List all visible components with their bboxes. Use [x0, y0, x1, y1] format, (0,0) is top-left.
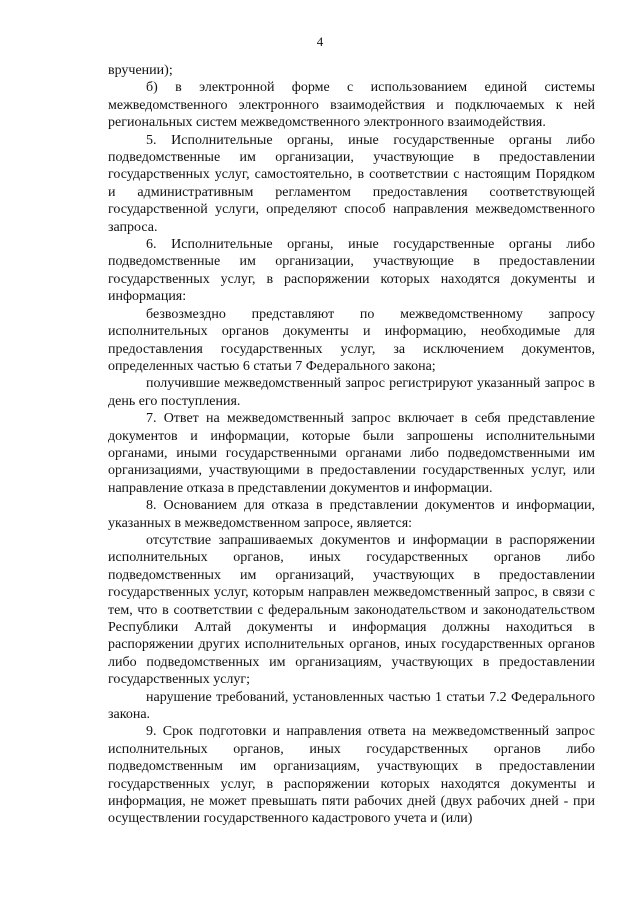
paragraph-5-request-method: 5. Исполнительные органы, иные государственные органы либо подведомственные им организации, участвующие в предоставлении государственных услуг, самостоятельно, в соответствии с настоящим Порядком и административным регламентом предоставления соответствующей государственной услуги, определяют способ направления межведомственного запроса. — [108, 132, 595, 235]
paragraph-item-b-electronic-form: б) в электронной форме с использованием единой системы межведомственного электронного взаимодействия и подключаемых к ней региональных систем межведомственного электронного взаимодействия. — [108, 80, 595, 131]
paragraph-7-response-content: 7. Ответ на межведомственный запрос включает в себя представление документов и информации, которые были запрошены исполнительными органами, иными государственными органами либо подведомственными им организациями, участвующими в предоставлении государственных услуг, или направление отказа в представлении документов и информации. — [108, 411, 595, 496]
paragraph-free-provision: безвозмездно представляют по межведомственному запросу исполнительных органов документы и информацию, необходимые для предоставления государственных услуг, за исключением документов, определенных частью 6 статьи 7 Федерального закона; — [108, 306, 595, 374]
paragraph-6-document-holders: 6. Исполнительные органы, иные государственные органы либо подведомственные им организации, участвующие в предоставлении государственных услуг, в распоряжении которых находятся документы и информация: — [108, 237, 595, 305]
document-body — [108, 62, 595, 828]
paragraph-requirements-violation: нарушение требований, установленных частью 1 статьи 7.2 Федерального закона. — [108, 689, 595, 723]
paragraph-registration: получившие межведомственный запрос регистрируют указанный запрос в день его поступления. — [108, 376, 595, 409]
paragraph-absence-of-documents: отсутствие запрашиваемых документов и информации в распоряжении исполнительных органов, иных государственных органов либо подведомственных им организаций, участвующих в предоставлении государственных услуг, которым направлен межведомственный запрос, в связи с тем, что в соответствии с федеральным законодательством и законодательством Республики Алтай документы и информация должны находиться в распоряжении других исполнительных органов, иных государственных органов либо подведомственных им организациям, участвующих в предоставлении государственных услуг; — [108, 532, 595, 688]
paragraph-continuation: вручении); — [108, 63, 173, 78]
paragraph-8-refusal-grounds: 8. Основанием для отказа в представлении документов и информации, указанных в межведомственном запросе, является: — [108, 498, 595, 531]
page-number: 4 — [316, 34, 324, 49]
paragraph-9-response-deadline: 9. Срок подготовки и направления ответа на межведомственный запрос исполнительных органов, иных государственных органов либо подведомственным им организациям, участвующих в предоставлении государственных услуг, в распоряжении которых находятся документы и информация, не может превышать пяти рабочих дней (двух рабочих дней - при осуществлении государственного кадастрового учета и (или) — [108, 724, 595, 827]
